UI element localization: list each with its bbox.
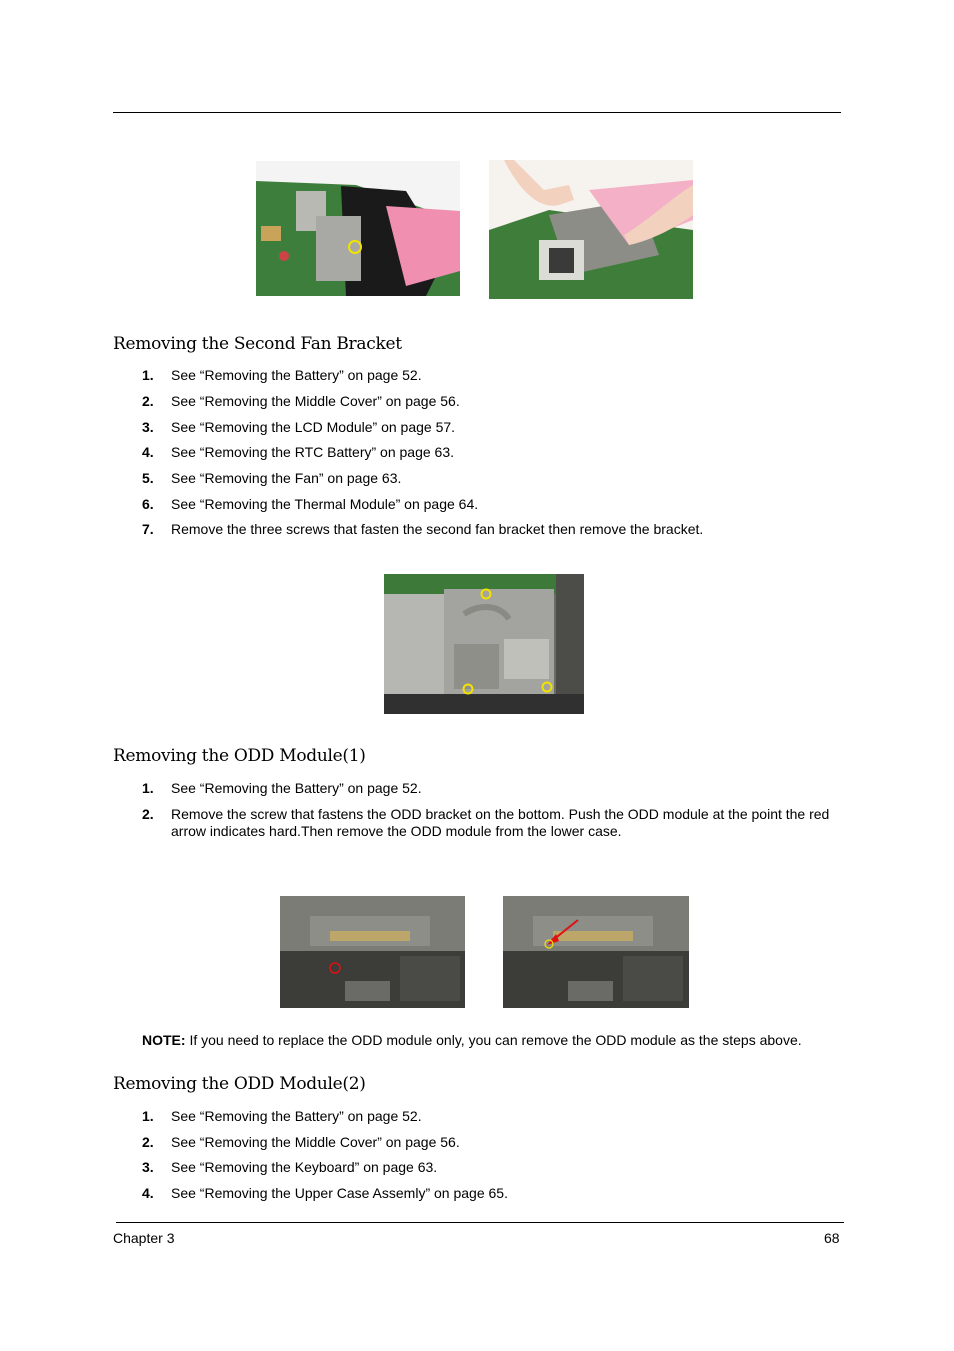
photo-second-fan-bracket (384, 574, 584, 714)
footer-rule (116, 1222, 844, 1223)
step-text: See “Removing the RTC Battery” on page 63. (171, 444, 455, 460)
step-number: 2. (142, 393, 154, 409)
step-number: 4. (142, 1185, 154, 1201)
step-text: See “Removing the Battery” on page 52. (171, 367, 422, 383)
photo-removing-bracket-hands (489, 160, 693, 299)
header-rule (113, 112, 841, 113)
step-number: 1. (142, 780, 154, 796)
step-number: 3. (142, 1159, 154, 1175)
step-text: See “Removing the Thermal Module” on page 64. (171, 496, 479, 512)
note-text: If you need to replace the ODD module only, you can remove the ODD module as the steps above. (185, 1032, 802, 1048)
step-text: See “Removing the Battery” on page 52. (171, 1108, 422, 1124)
step-text: Remove the three screws that fasten the second fan bracket then remove the bracket. (171, 521, 704, 537)
footer-chapter: Chapter 3 (113, 1230, 175, 1246)
step-number: 4. (142, 444, 154, 460)
step-text: Remove the screw that fastens the ODD bracket on the bottom. Push the ODD module at the point the red arrow indicates hard.Then remove the ODD module from the lower case. (171, 806, 830, 839)
photo-thermal-bracket-screw (256, 161, 460, 296)
step-text: See “Removing the LCD Module” on page 57. (171, 419, 456, 435)
note-label: NOTE: (142, 1032, 186, 1048)
step-number: 5. (142, 470, 154, 486)
photo-odd-screw-location (280, 896, 465, 1008)
step-text: See “Removing the Middle Cover” on page 56. (171, 393, 460, 409)
step-number: 3. (142, 419, 154, 435)
section-heading-odd-module-1: Removing the ODD Module(1) (113, 746, 366, 766)
note (142, 1032, 802, 1049)
step-number: 1. (142, 367, 154, 383)
step-text: See “Removing the Middle Cover” on page 56. (171, 1134, 460, 1150)
step-text: See “Removing the Battery” on page 52. (171, 780, 422, 796)
step-number: 2. (142, 1134, 154, 1150)
step-text: See “Removing the Keyboard” on page 63. (171, 1159, 438, 1175)
section-heading-odd-module-2: Removing the ODD Module(2) (113, 1074, 366, 1094)
section-heading-second-fan-bracket: Removing the Second Fan Bracket (113, 334, 402, 354)
step-number: 6. (142, 496, 154, 512)
step-number: 7. (142, 521, 154, 537)
step-text: See “Removing the Fan” on page 63. (171, 470, 402, 486)
step-number: 2. (142, 806, 154, 822)
step-number: 1. (142, 1108, 154, 1124)
photo-odd-push-arrow (503, 896, 689, 1008)
step-text: See “Removing the Upper Case Assemly” on page 65. (171, 1185, 508, 1201)
footer-page-number: 68 (824, 1230, 840, 1246)
